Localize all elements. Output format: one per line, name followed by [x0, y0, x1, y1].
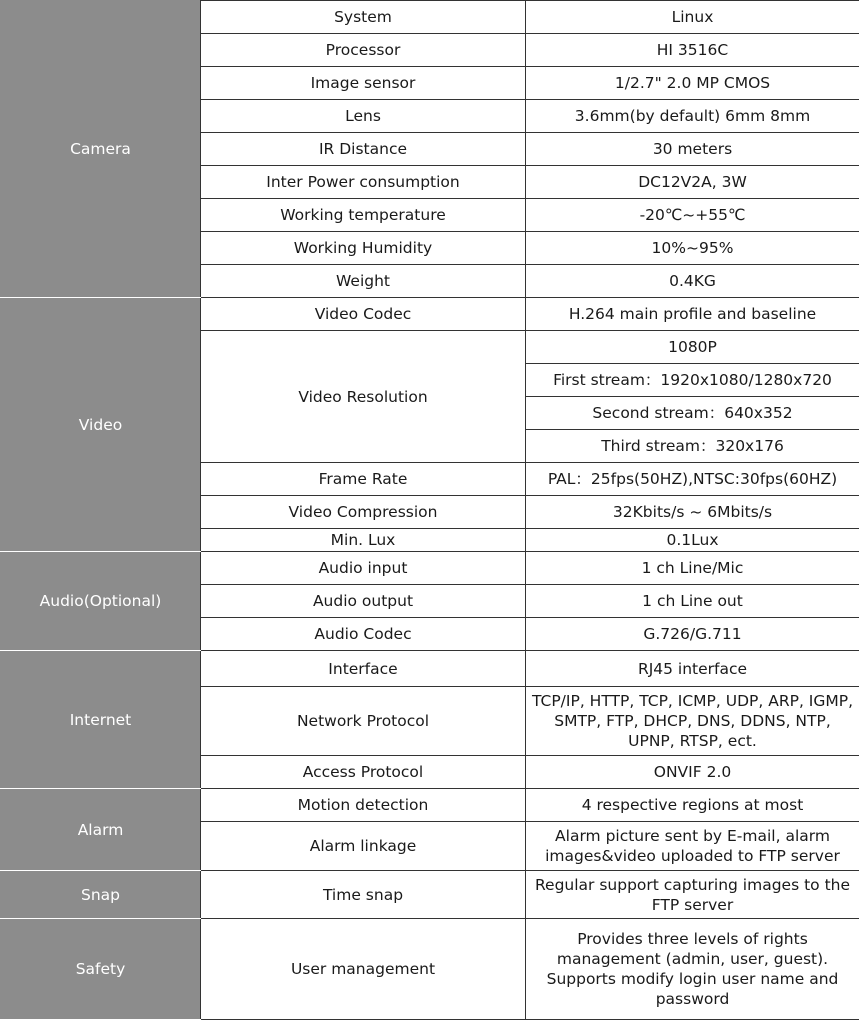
value-cell: 32Kbits/s ~ 6Mbits/s	[526, 496, 859, 529]
feature-cell: Alarm linkage	[201, 822, 526, 871]
value-cell: 1080P	[526, 331, 859, 364]
feature-cell: Video Codec	[201, 298, 526, 331]
category-cell-alarm: Alarm	[1, 789, 201, 871]
value-cell: 1 ch Line/Mic	[526, 552, 859, 585]
value-cell: Alarm picture sent by E-mail, alarm images&video uploaded to FTP server	[526, 822, 859, 871]
feature-cell: Access Protocol	[201, 756, 526, 789]
value-cell: Provides three levels of rights management (admin, user, guest). Supports modify login user name and password	[526, 919, 859, 1020]
feature-cell: Min. Lux	[201, 529, 526, 552]
feature-cell: Inter Power consumption	[201, 166, 526, 199]
value-cell: 4 respective regions at most	[526, 789, 859, 822]
category-cell-video: Video	[1, 298, 201, 552]
value-cell: H.264 main profile and baseline	[526, 298, 859, 331]
value-cell: Third stream：320x176	[526, 430, 859, 463]
feature-cell: Video Compression	[201, 496, 526, 529]
feature-cell: Frame Rate	[201, 463, 526, 496]
feature-cell: Weight	[201, 265, 526, 298]
value-cell: HI 3516C	[526, 34, 859, 67]
value-cell: ONVIF 2.0	[526, 756, 859, 789]
value-cell: 1 ch Line out	[526, 585, 859, 618]
feature-cell: System	[201, 1, 526, 34]
value-cell: Linux	[526, 1, 859, 34]
table-row	[1, 1, 859, 34]
feature-cell: Audio input	[201, 552, 526, 585]
value-cell: Regular support capturing images to the FTP server	[526, 871, 859, 919]
value-cell: 30 meters	[526, 133, 859, 166]
feature-cell: Working temperature	[201, 199, 526, 232]
value-cell: RJ45 interface	[526, 651, 859, 687]
table-row	[1, 919, 859, 1020]
value-cell: G.726/G.711	[526, 618, 859, 651]
table-row	[1, 789, 859, 822]
table-row	[1, 552, 859, 585]
feature-cell: Interface	[201, 651, 526, 687]
category-cell-internet: Internet	[1, 651, 201, 789]
category-cell-audio-optional: Audio(Optional)	[1, 552, 201, 651]
value-cell: 0.1Lux	[526, 529, 859, 552]
feature-cell: Processor	[201, 34, 526, 67]
table-row	[1, 651, 859, 687]
table-row	[1, 871, 859, 919]
feature-cell: Video Resolution	[201, 331, 526, 463]
feature-cell: Network Protocol	[201, 687, 526, 756]
value-cell: 10%~95%	[526, 232, 859, 265]
feature-cell: Image sensor	[201, 67, 526, 100]
value-cell: 3.6mm(by default) 6mm 8mm	[526, 100, 859, 133]
feature-cell: Audio Codec	[201, 618, 526, 651]
feature-cell: Motion detection	[201, 789, 526, 822]
value-cell: 0.4KG	[526, 265, 859, 298]
value-cell: Second stream：640x352	[526, 397, 859, 430]
feature-cell: IR Distance	[201, 133, 526, 166]
category-cell-camera: Camera	[1, 1, 201, 298]
feature-cell: Time snap	[201, 871, 526, 919]
category-cell-snap: Snap	[1, 871, 201, 919]
spec-table-body	[1, 1, 859, 1020]
value-cell: DC12V2A, 3W	[526, 166, 859, 199]
value-cell: -20℃~+55℃	[526, 199, 859, 232]
value-cell: 1/2.7" 2.0 MP CMOS	[526, 67, 859, 100]
category-cell-safety: Safety	[1, 919, 201, 1020]
value-cell: PAL：25fps(50HZ),NTSC:30fps(60HZ)	[526, 463, 859, 496]
feature-cell: User management	[201, 919, 526, 1020]
value-cell: First stream：1920x1080/1280x720	[526, 364, 859, 397]
feature-cell: Audio output	[201, 585, 526, 618]
feature-cell: Working Humidity	[201, 232, 526, 265]
feature-cell: Lens	[201, 100, 526, 133]
value-cell: TCP/IP, HTTP, TCP, ICMP, UDP, ARP, IGMP, SMTP, FTP, DHCP, DNS, DDNS, NTP, UPNP, RTSP, ect.	[526, 687, 859, 756]
table-row	[1, 298, 859, 331]
